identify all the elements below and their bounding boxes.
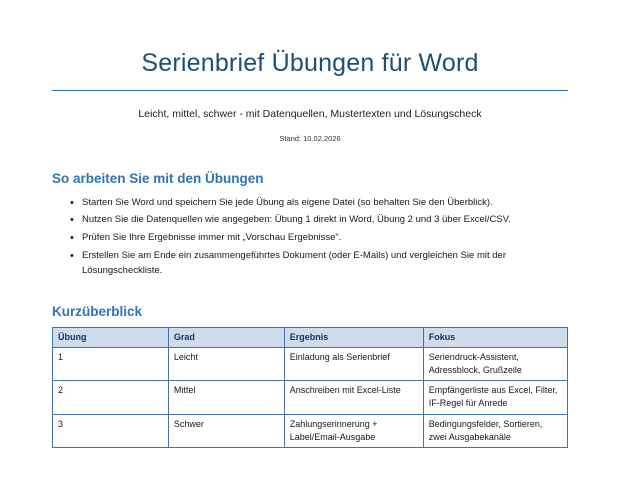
- section-heading-instructions: So arbeiten Sie mit den Übungen: [52, 170, 264, 186]
- overview-table: [52, 327, 568, 447]
- list-item: • Nutzen Sie die Datenquellen wie angegeben: Übung 1 direkt in Word, Übung 2 und 3 über Excel/CSV.: [70, 213, 568, 228]
- cell-grad: Mittel: [168, 381, 284, 414]
- column-header-uebung: Übung: [53, 328, 169, 348]
- cell-grad: Schwer: [168, 414, 284, 447]
- cell-fokus: Empfängerliste aus Excel, Filter, IF-Regel für Anrede: [423, 381, 567, 414]
- column-header-ergebnis: Ergebnis: [284, 328, 423, 348]
- list-item: • Starten Sie Word und speichern Sie jede Übung als eigene Datei (so behalten Sie den Überblick).: [70, 196, 568, 211]
- column-header-grad: Grad: [168, 328, 284, 348]
- list-item: • Erstellen Sie am Ende ein zusammengeführtes Dokument (oder E-Mails) und vergleichen Sie mit der Lösungscheckliste.: [70, 249, 568, 278]
- list-item: • Prüfen Sie Ihre Ergebnisse immer mit „Vorschau Ergebnisse“.: [70, 231, 568, 246]
- cell-fokus: Bedingungsfelder, Sortieren, zwei Ausgabekanäle: [423, 414, 567, 447]
- cell-fokus: Seriendruck-Assistent, Adressblock, Grußzeile: [423, 348, 567, 381]
- cell-uebung: 3: [53, 414, 169, 447]
- table-row: [53, 414, 568, 447]
- cell-ergebnis: Anschreiben mit Excel-Liste: [284, 381, 423, 414]
- cell-uebung: 2: [53, 381, 169, 414]
- instructions-list: [52, 196, 568, 279]
- table-header-row: [53, 328, 568, 348]
- table-row: [53, 348, 568, 381]
- section-heading-overview: Kurzüberblick: [52, 304, 143, 320]
- cell-uebung: 1: [53, 348, 169, 381]
- cell-grad: Leicht: [168, 348, 284, 381]
- document-datestamp: Stand: 10.02.2026: [279, 133, 341, 143]
- table-row: [53, 381, 568, 414]
- cell-ergebnis: Zahlungserinnerung + Label/Email-Ausgabe: [284, 414, 423, 447]
- page-title: Serienbrief Übungen für Word: [141, 49, 479, 77]
- cell-ergebnis: Einladung als Serienbrief: [284, 348, 423, 381]
- column-header-fokus: Fokus: [423, 328, 567, 348]
- document-subtitle: Leicht, mittel, schwer - mit Datenquellen, Mustertexten und Lösungscheck: [138, 108, 482, 120]
- title-divider: [52, 90, 568, 91]
